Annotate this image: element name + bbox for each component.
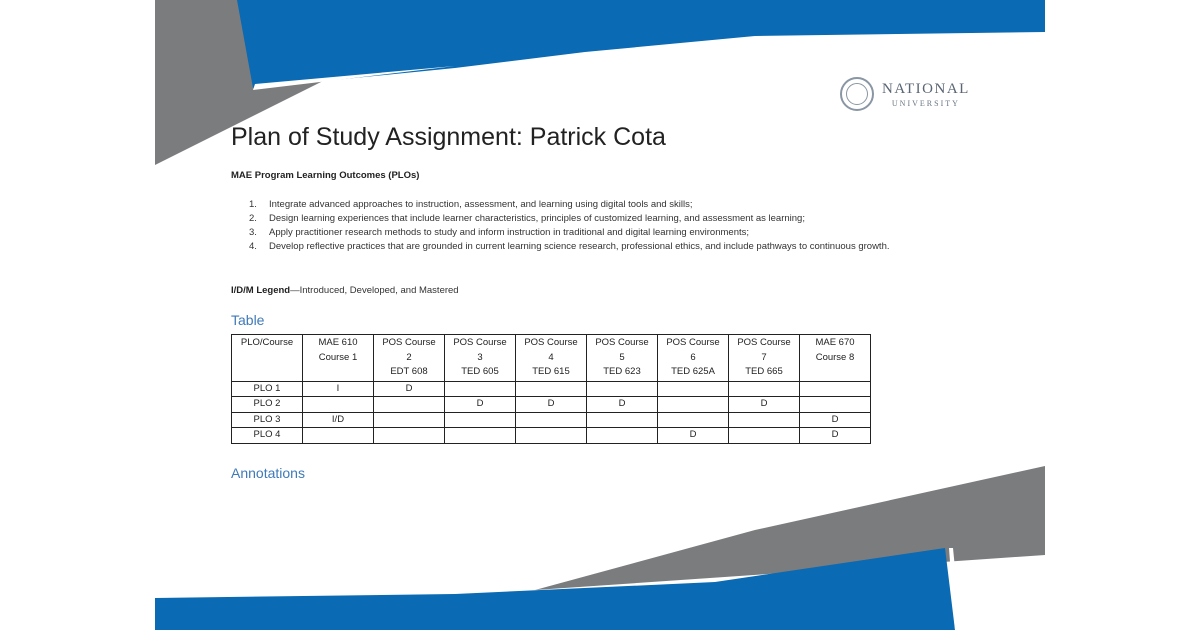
row-label: PLO 1 bbox=[232, 381, 303, 397]
table-cell bbox=[587, 428, 658, 444]
table-header-cell: POS Course 5 TED 623 bbox=[587, 335, 658, 382]
row-label: PLO 3 bbox=[232, 412, 303, 428]
table-row bbox=[232, 381, 871, 397]
table-cell: D bbox=[800, 428, 871, 444]
table-cell bbox=[658, 381, 729, 397]
table-header-cell: POS Course 2 EDT 608 bbox=[374, 335, 445, 382]
page-title: Plan of Study Assignment: Patrick Cota bbox=[231, 123, 666, 151]
table-cell: D bbox=[658, 428, 729, 444]
table-row bbox=[232, 428, 871, 444]
table-cell bbox=[516, 412, 587, 428]
table-cell bbox=[516, 381, 587, 397]
row-label: PLO 2 bbox=[232, 397, 303, 413]
table-cell: D bbox=[800, 412, 871, 428]
table-row bbox=[232, 412, 871, 428]
list-item: 1. Integrate advanced approaches to instruction, assessment, and learning using digital tools and skills; bbox=[249, 199, 693, 210]
table-heading: Table bbox=[231, 312, 265, 328]
table-cell bbox=[516, 428, 587, 444]
table-cell bbox=[303, 397, 374, 413]
list-item: 2. Design learning experiences that include learner characteristics, principles of customized learning, and assessment as learning; bbox=[249, 213, 805, 224]
table-cell bbox=[374, 412, 445, 428]
table-header-cell: MAE 610 Course 1 bbox=[303, 335, 374, 382]
table-cell: I bbox=[303, 381, 374, 397]
table-cell bbox=[658, 397, 729, 413]
table-row bbox=[232, 397, 871, 413]
plo-course-table bbox=[231, 334, 871, 444]
plo-heading: MAE Program Learning Outcomes (PLOs) bbox=[231, 170, 420, 181]
table-cell bbox=[445, 428, 516, 444]
table-cell bbox=[374, 428, 445, 444]
university-seal-icon bbox=[840, 77, 874, 111]
table-cell bbox=[658, 412, 729, 428]
table-header-cell: POS Course 4 TED 615 bbox=[516, 335, 587, 382]
table-cell bbox=[729, 381, 800, 397]
table-header-row bbox=[232, 335, 871, 382]
legend-text: —Introduced, Developed, and Mastered bbox=[290, 285, 459, 296]
table-cell: D bbox=[445, 397, 516, 413]
annotations-heading: Annotations bbox=[231, 465, 305, 481]
logo-subtext: UNIVERSITY bbox=[891, 98, 960, 108]
table-cell: I/D bbox=[303, 412, 374, 428]
list-item: 4. Develop reflective practices that are grounded in current learning science research, professional ethics, and include pathways to continuous growth. bbox=[249, 241, 890, 252]
university-logo bbox=[840, 76, 980, 112]
table-header-cell: POS Course 6 TED 625A bbox=[658, 335, 729, 382]
table-cell bbox=[303, 428, 374, 444]
plo-list bbox=[249, 198, 949, 254]
row-label: PLO 4 bbox=[232, 428, 303, 444]
table-header-cell: POS Course 3 TED 605 bbox=[445, 335, 516, 382]
table-cell: D bbox=[587, 397, 658, 413]
table-cell bbox=[800, 381, 871, 397]
table-cell bbox=[587, 412, 658, 428]
table-cell bbox=[374, 397, 445, 413]
table-cell bbox=[729, 412, 800, 428]
table-header-cell: MAE 670 Course 8 bbox=[800, 335, 871, 382]
table-cell: D bbox=[729, 397, 800, 413]
table-cell bbox=[800, 397, 871, 413]
list-item: 3. Apply practitioner research methods to study and inform instruction in traditional and digital learning environments; bbox=[249, 227, 750, 238]
table-cell bbox=[445, 381, 516, 397]
table-cell: D bbox=[516, 397, 587, 413]
legend-label: I/D/M Legend bbox=[231, 285, 291, 296]
table-header-cell: POS Course 7 TED 665 bbox=[729, 335, 800, 382]
table-cell bbox=[729, 428, 800, 444]
logo-wordmark: NATIONAL bbox=[882, 80, 970, 97]
table-cell: D bbox=[374, 381, 445, 397]
document-page bbox=[155, 0, 1045, 630]
table-cell bbox=[587, 381, 658, 397]
table-cell bbox=[445, 412, 516, 428]
idm-legend bbox=[231, 285, 459, 296]
table-header-cell: PLO/Course bbox=[232, 335, 303, 382]
